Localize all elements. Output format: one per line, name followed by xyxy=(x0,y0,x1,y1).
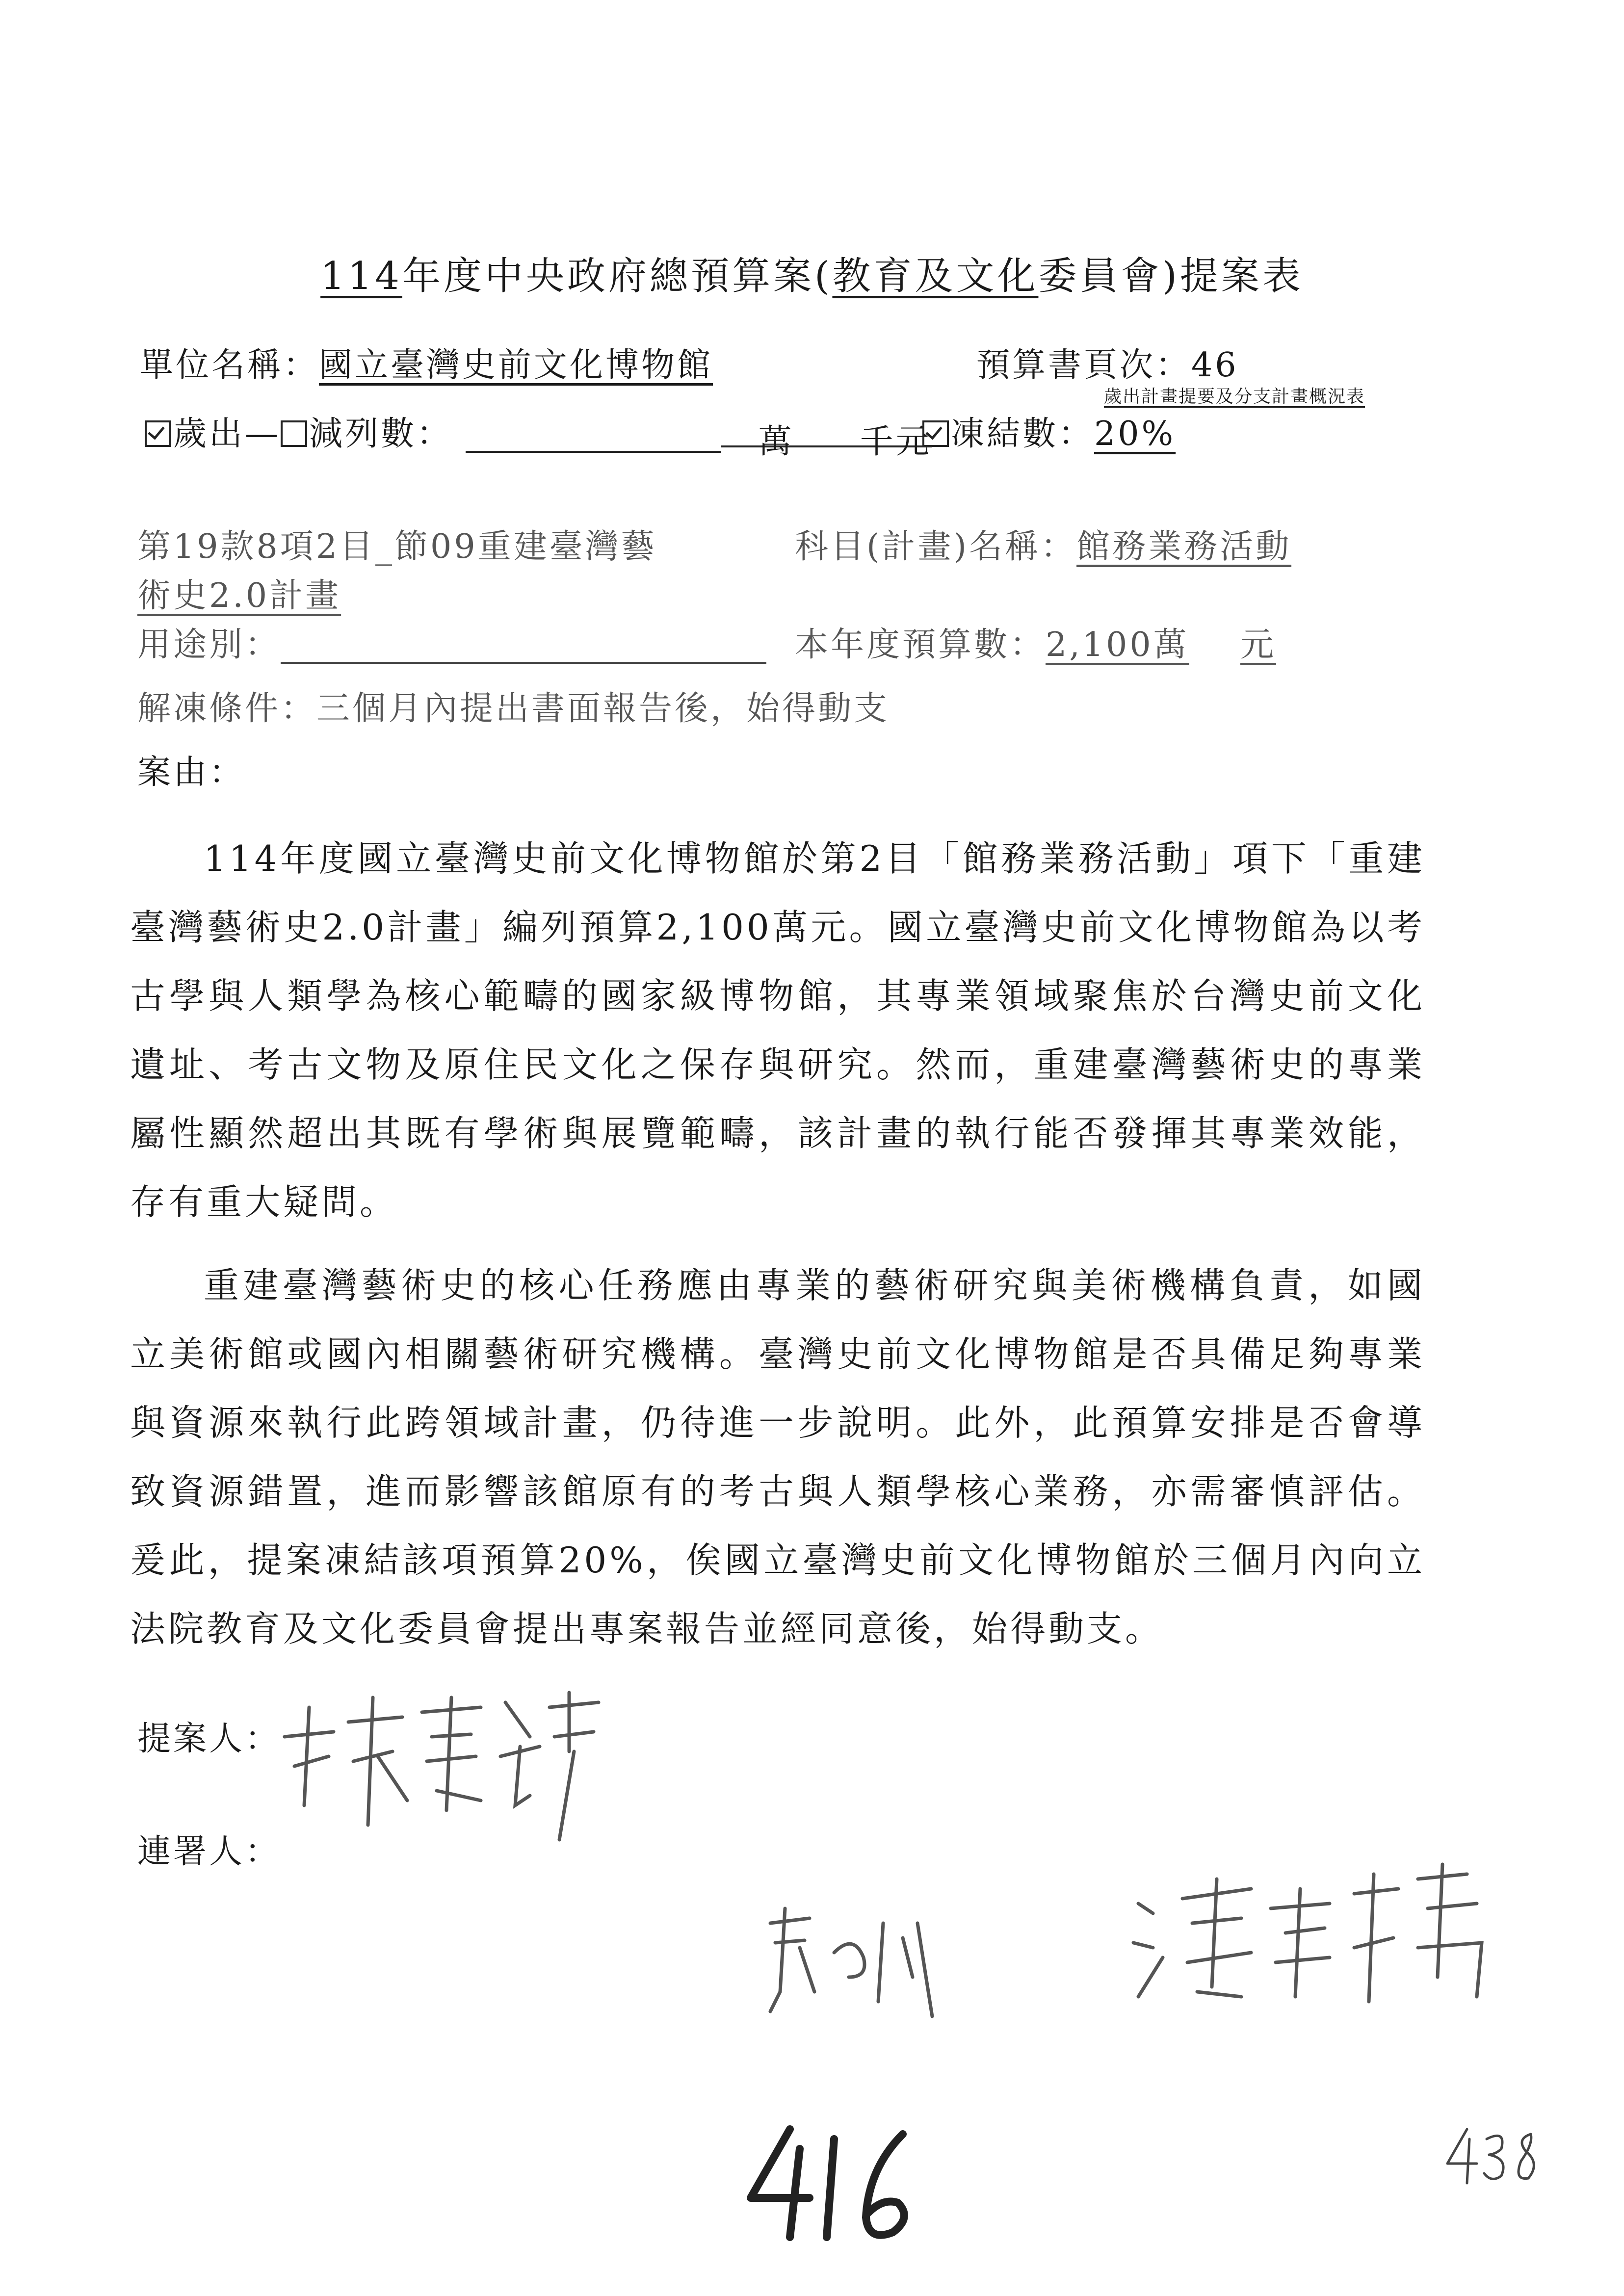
budget-value: 2,100萬 xyxy=(1046,626,1189,664)
subject-label: 科目(計畫)名稱： xyxy=(795,527,1077,566)
usage-group xyxy=(137,618,766,666)
freeze-value: 20% xyxy=(1094,415,1176,453)
expend-label: 歲出 xyxy=(173,415,245,453)
qianyuan-label: 千元 xyxy=(794,415,932,447)
freeze-group xyxy=(922,407,1176,455)
budget-label: 本年度預算數： xyxy=(795,626,1046,664)
wan-label: 萬 xyxy=(721,415,794,447)
unit-label: 單位名稱： xyxy=(140,346,319,385)
budget-unit: 元 xyxy=(1240,626,1277,664)
freeze-label: 凍結數： xyxy=(951,415,1095,453)
item-line-2: 術史2.0計畫 xyxy=(137,576,341,615)
page-label: 預算書頁次： xyxy=(976,346,1192,385)
reduce-label: 減列數： xyxy=(309,415,453,453)
page-value: 46 xyxy=(1191,346,1239,385)
page-ref xyxy=(976,339,1239,386)
reason-paragraph-2: 重建臺灣藝術史的核心任務應由專業的藝術研究與美術機構負責，如國立美術館或國內相關藝術研究機構。臺灣史前文化博物館是否具備足夠專業與資源來執行此跨領域計畫，仍待進一步說明。此外，此預算安排是否會導致資源錯置，進而影響該館原有的考古與人類學核心業務，亦需審慎評估。爰此，提案凍結該項預算20%，俟國立臺灣史前文化博物館於三個月內向立法院教育及文化委員會提出專案報告並經同意後，始得動支。 xyxy=(130,1265,1425,1649)
proposer-label: 提案人： xyxy=(137,1720,281,1758)
unit-value: 國立臺灣史前文化博物館 xyxy=(319,346,713,385)
freeze-checkbox[interactable] xyxy=(922,420,949,447)
checkbox-row: 歲出— 減列數： 萬 千元 xyxy=(145,407,932,455)
unfreeze-condition: 解凍條件：三個月內提出書面報告後，始得動支 xyxy=(137,689,890,728)
handwritten-page-number xyxy=(736,2119,932,2249)
handwritten-corner-number xyxy=(1442,2124,1550,2190)
title-part1: 年度中央政府總預算案( xyxy=(402,254,833,298)
unit-row xyxy=(140,339,932,386)
reason-label: 案由： xyxy=(137,753,245,792)
budget-group xyxy=(795,618,1276,666)
cosigner-signature-1 xyxy=(756,1894,971,2023)
usage-blank xyxy=(281,632,766,664)
cosigner-label: 連署人： xyxy=(137,1832,281,1871)
page-title xyxy=(0,245,1624,300)
proposer-signature xyxy=(275,1678,618,1856)
cosigner-signature-2 xyxy=(1124,1850,1496,2038)
expend-checkbox[interactable] xyxy=(145,420,171,447)
subject-value: 館務業務活動 xyxy=(1076,527,1292,566)
reason-paragraph-1: 114年度國立臺灣史前文化博物館於第2目「館務業務活動」項下「重建臺灣藝術史2.0計畫」編列預算2,100萬元。國立臺灣史前文化博物館為以考古學與人類學為核心範疇的國家級博物館，其專業領域聚焦於台灣史前文化遺址、考古文物及原住民文化之保存與研究。然而，重建臺灣藝術史的專業屬性顯然超出其既有學術與展覽範疇，該計畫的執行能否發揮其專業效能，存有重大疑問。 xyxy=(130,838,1425,1223)
reduce-blank xyxy=(466,421,721,453)
title-committee: 教育及文化 xyxy=(832,254,1039,298)
subject-group xyxy=(795,520,1381,568)
reduce-checkbox[interactable] xyxy=(281,420,307,447)
usage-label: 用途別： xyxy=(137,626,281,664)
title-part2: 委員會)提案表 xyxy=(1038,254,1304,298)
title-year: 114 xyxy=(320,254,402,298)
page-note: 歲出計畫提要及分支計畫概況表 xyxy=(1104,387,1365,407)
item-line-1: 第19款8項2目_節09重建臺灣藝 xyxy=(137,527,657,566)
